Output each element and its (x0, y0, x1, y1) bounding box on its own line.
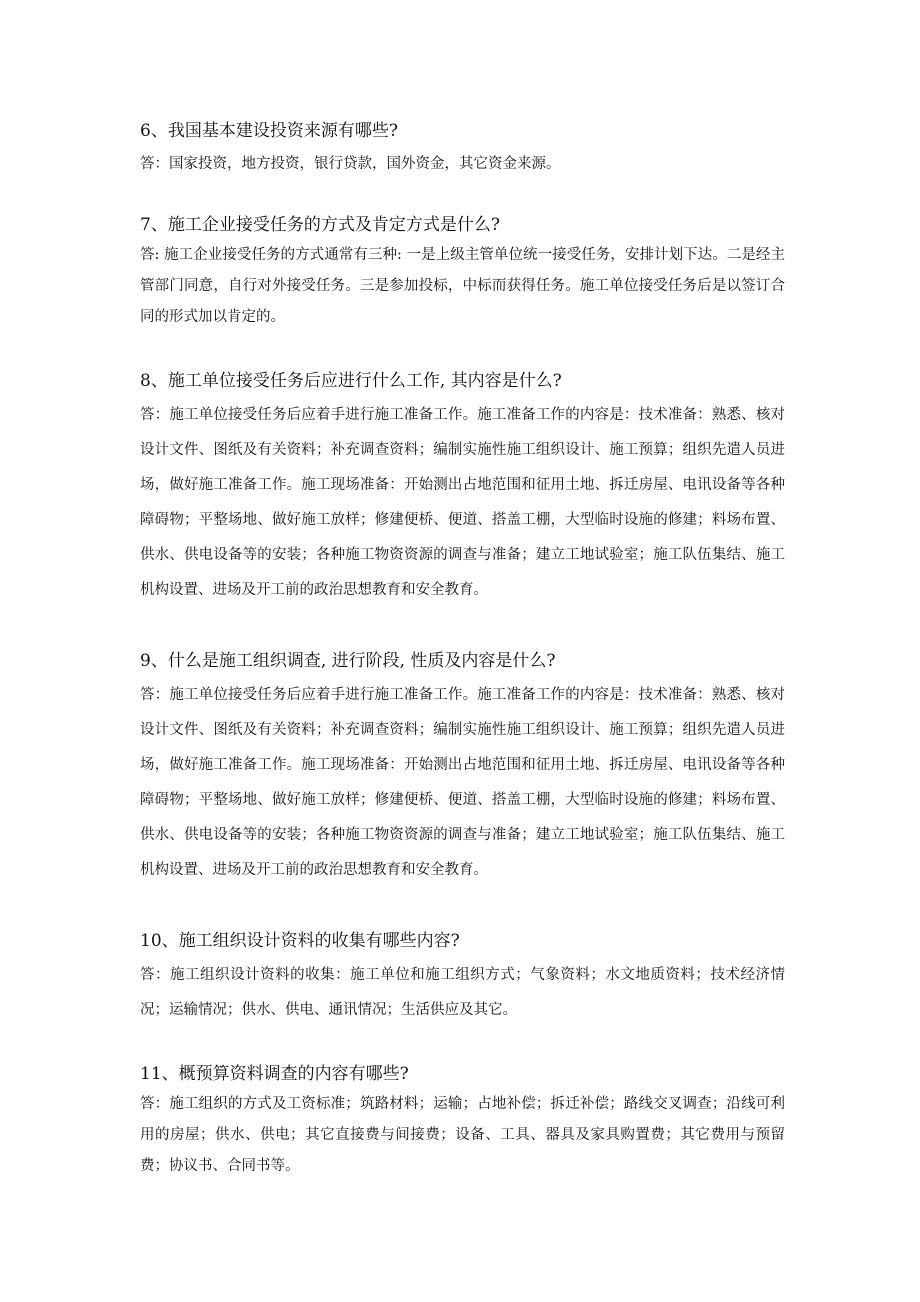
question-11: 11、概预算资料调查的内容有哪些? (140, 1064, 409, 1084)
question-9: 9、什么是施工组织调查, 进行阶段, 性质及内容是什么? (140, 651, 556, 671)
question-8: 8、施工单位接受任务后应进行什么工作, 其内容是什么? (140, 371, 562, 391)
question-6: 6、我国基本建设投资来源有哪些? (140, 121, 398, 141)
question-7: 7、施工企业接受任务的方式及肯定方式是什么? (140, 215, 500, 235)
answer-7: 答: 施工企业接受任务的方式通常有三种: 一是上级主管单位统一接受任务，安排计划下达。二是经主管部门同意，自行对外接受任务。三是参加投标，中标而获得任务。施工单位接受任务后是以签订合同的形式加以肯定的。 (140, 247, 785, 325)
qa-item-11 (140, 1061, 785, 1182)
qa-item-10 (140, 928, 785, 1028)
qa-item-8 (140, 368, 785, 608)
answer-11: 答：施工组织的方式及工资标准；筑路材料；运输；占地补偿；拆迁补偿；路线交叉调查；沿线可利用的房屋；供水、供电；其它直接费与间接费；设备、工具、器具及家具购置费；其它费用与预留费；协议书、合同书等。 (140, 1096, 785, 1174)
qa-item-9 (140, 648, 785, 888)
question-10: 10、施工组织设计资料的收集有哪些内容? (140, 931, 460, 951)
qa-item-6 (140, 118, 785, 178)
qa-item-7 (140, 212, 785, 333)
answer-10: 答：施工组织设计资料的收集：施工单位和施工组织方式；气象资料；水文地质资料；技术经济情况；运输情况；供水、供电、通讯情况；生活供应及其它。 (140, 967, 785, 1018)
answer-9: 答：施工单位接受任务后应着手进行施工准备工作。施工准备工作的内容是：技术准备：熟悉、核对设计文件、图纸及有关资料；补充调查资料；编制实施性施工组织设计、施工预算；组织先遣人员进场，做好施工准备工作。施工现场准备：开始测出占地范围和征用土地、拆迁房屋、电讯设备等各种障碍物；平整场地、做好施工放样；修建便桥、便道、搭盖工棚，大型临时设施的修建；料场布置、供水、供电设备等的安装；各种施工物资资源的调查与准备；建立工地试验室；施工队伍集结、施工机构设置、进场及开工前的政治思想教育和安全教育。 (140, 687, 785, 878)
answer-8: 答：施工单位接受任务后应着手进行施工准备工作。施工准备工作的内容是：技术准备：熟悉、核对设计文件、图纸及有关资料；补充调查资料；编制实施性施工组织设计、施工预算；组织先遣人员进场，做好施工准备工作。施工现场准备：开始测出占地范围和征用土地、拆迁房屋、电讯设备等各种障碍物；平整场地、做好施工放样；修建便桥、便道、搭盖工棚，大型临时设施的修建；料场布置、供水、供电设备等的安装；各种施工物资资源的调查与准备；建立工地试验室；施工队伍集结、施工机构设置、进场及开工前的政治思想教育和安全教育。 (140, 407, 785, 598)
answer-6: 答：国家投资，地方投资，银行贷款，国外资金，其它资金来源。 (140, 156, 561, 172)
